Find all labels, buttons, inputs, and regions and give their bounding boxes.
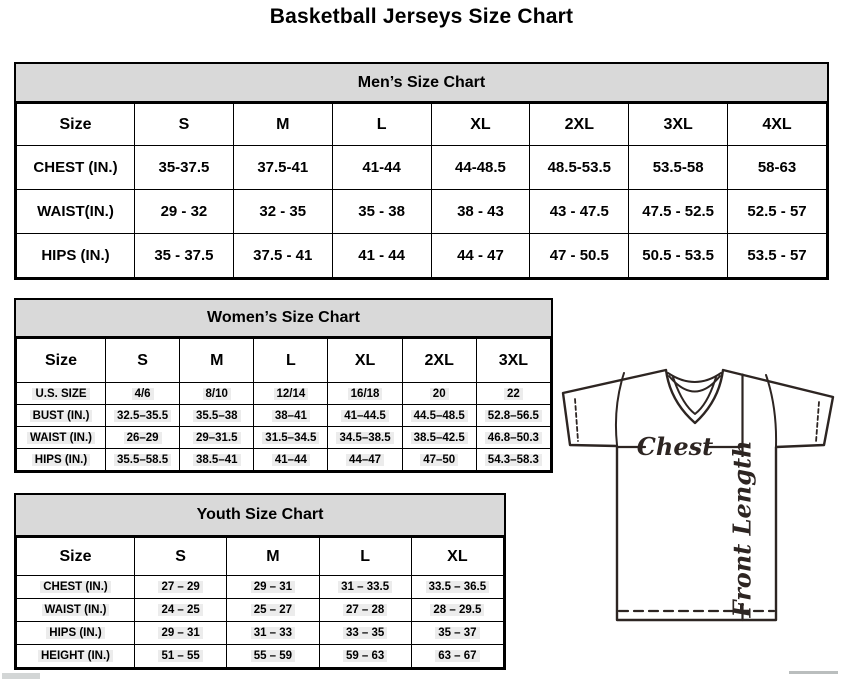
value-text: 37.5 - 41 <box>253 247 313 264</box>
value-cell <box>530 234 629 278</box>
value-text: 29 – 31 <box>158 627 202 639</box>
value-cell <box>328 427 402 449</box>
value-cell <box>254 383 328 405</box>
youth-size-header-cell <box>319 538 411 576</box>
size-header-text: Size <box>59 547 92 565</box>
right-armhole-seam <box>766 375 776 446</box>
value-text: 59 – 63 <box>343 650 387 662</box>
value-text: 38.5–41 <box>193 454 241 466</box>
row-label-cell <box>17 576 135 599</box>
youth-measurement-row <box>17 645 504 668</box>
row-label-text: WAIST(IN.) <box>37 203 114 220</box>
row-label-cell <box>17 622 135 645</box>
value-text: 47.5 - 52.5 <box>642 203 714 220</box>
value-cell <box>728 146 827 190</box>
collar-arc-shallow <box>668 373 721 382</box>
value-cell <box>227 599 319 622</box>
womens-section-title: Women’s Size Chart <box>16 300 551 338</box>
value-text: 44-48.5 <box>455 159 506 176</box>
womens-size-table <box>16 338 551 471</box>
value-cell <box>135 599 227 622</box>
men-measurement-row <box>17 234 827 278</box>
women-size-header-cell <box>17 339 106 383</box>
size-header-text: 3XL <box>663 115 693 133</box>
value-text: 41–44 <box>272 454 310 466</box>
value-cell <box>629 190 728 234</box>
value-text: 47 - 50.5 <box>549 247 609 264</box>
value-text: 41-44 <box>362 159 401 176</box>
value-cell <box>135 234 234 278</box>
size-header-text: XL <box>447 547 468 565</box>
women-size-header-cell <box>476 339 550 383</box>
men-size-header-cell <box>728 104 827 146</box>
row-label-text: U.S. SIZE <box>32 388 89 400</box>
value-cell <box>180 449 254 471</box>
value-cell <box>135 622 227 645</box>
value-text: 12/14 <box>274 388 309 400</box>
value-cell <box>332 190 431 234</box>
row-label-text: CHEST (IN.) <box>40 581 111 593</box>
value-cell <box>180 427 254 449</box>
size-header-text: M <box>266 547 280 565</box>
youth-size-table <box>16 537 504 668</box>
value-text: 41 - 44 <box>358 247 405 264</box>
value-cell <box>328 405 402 427</box>
men-size-header-cell <box>332 104 431 146</box>
value-cell <box>328 449 402 471</box>
value-cell <box>530 146 629 190</box>
value-cell <box>629 234 728 278</box>
value-text: 35 - 38 <box>358 203 405 220</box>
value-cell <box>411 599 503 622</box>
row-label-cell <box>17 383 106 405</box>
value-text: 41–44.5 <box>341 410 389 422</box>
row-label-text: WAIST (IN.) <box>27 432 95 444</box>
value-cell <box>233 234 332 278</box>
row-label-text: HIPS (IN.) <box>46 627 104 639</box>
mens-section-title: Men’s Size Chart <box>16 64 827 103</box>
value-cell <box>402 405 476 427</box>
value-cell <box>411 576 503 599</box>
mens-size-chart-section <box>14 62 829 280</box>
row-label-cell <box>17 645 135 668</box>
value-text: 38 - 43 <box>457 203 504 220</box>
value-text: 24 – 25 <box>158 604 202 616</box>
value-text: 31 – 33.5 <box>338 581 392 593</box>
value-text: 16/18 <box>348 388 383 400</box>
women-size-header-cell <box>254 339 328 383</box>
value-cell <box>319 622 411 645</box>
value-cell <box>254 427 328 449</box>
row-label-cell <box>17 599 135 622</box>
size-header-text: L <box>360 547 371 565</box>
value-text: 33 – 35 <box>343 627 387 639</box>
size-header-text: Size <box>59 115 92 133</box>
value-cell <box>431 146 530 190</box>
value-text: 35 – 37 <box>435 627 479 639</box>
value-cell <box>106 427 180 449</box>
men-size-header-cell <box>135 104 234 146</box>
value-cell <box>629 146 728 190</box>
size-header-text: XL <box>470 115 491 133</box>
value-text: 53.5-58 <box>652 159 704 176</box>
value-text: 50.5 - 53.5 <box>642 247 714 264</box>
value-cell <box>530 190 629 234</box>
value-cell <box>402 383 476 405</box>
size-header-text: M <box>210 351 224 369</box>
value-cell <box>227 645 319 668</box>
value-text: 46.8–50.3 <box>485 432 542 444</box>
value-cell <box>227 576 319 599</box>
value-cell <box>233 190 332 234</box>
row-label-cell <box>17 146 135 190</box>
value-cell <box>319 576 411 599</box>
row-label-text: WAIST (IN.) <box>42 604 110 616</box>
men-size-header-cell <box>629 104 728 146</box>
left-armhole-seam <box>616 373 624 445</box>
value-text: 35.5–58.5 <box>114 454 171 466</box>
value-text: 34.5–38.5 <box>336 432 393 444</box>
value-text: 33.5 – 36.5 <box>426 581 490 593</box>
value-cell <box>332 234 431 278</box>
size-header-text: 4XL <box>762 115 792 133</box>
value-cell <box>254 405 328 427</box>
front-length-label: Front Length <box>727 440 757 618</box>
size-header-text: L <box>286 351 296 369</box>
men-size-header-cell <box>17 104 135 146</box>
value-text: 58-63 <box>757 159 797 176</box>
youth-measurement-row <box>17 622 504 645</box>
value-text: 32 - 35 <box>259 203 307 220</box>
men-size-header-cell <box>233 104 332 146</box>
value-cell <box>135 576 227 599</box>
value-cell <box>476 449 550 471</box>
value-text: 29 – 31 <box>251 581 295 593</box>
size-header-text: 3XL <box>498 351 529 369</box>
value-text: 52.5 - 57 <box>747 203 807 220</box>
value-text: 4/6 <box>132 388 154 400</box>
value-text: 37.5-41 <box>257 159 309 176</box>
youth-size-header-cell <box>135 538 227 576</box>
value-text: 32.5–35.5 <box>114 410 171 422</box>
size-header-text: 2XL <box>564 115 594 133</box>
size-header-text: M <box>276 115 290 133</box>
value-text: 35 - 37.5 <box>154 247 214 264</box>
bottom-left-scan-artifact <box>2 673 40 679</box>
size-header-text: XL <box>354 351 376 369</box>
value-text: 29 - 32 <box>160 203 208 220</box>
men-size-header-cell <box>431 104 530 146</box>
value-cell <box>332 146 431 190</box>
value-text: 44–47 <box>346 454 384 466</box>
row-label-cell <box>17 234 135 278</box>
value-text: 43 - 47.5 <box>549 203 609 220</box>
value-cell <box>233 146 332 190</box>
value-cell <box>180 405 254 427</box>
value-text: 52.8–56.5 <box>485 410 542 422</box>
bottom-right-scan-artifact <box>789 671 838 674</box>
value-cell <box>728 234 827 278</box>
value-text: 47–50 <box>420 454 458 466</box>
value-text: 25 – 27 <box>251 604 295 616</box>
row-label-text: HIPS (IN.) <box>32 454 90 466</box>
value-text: 35-37.5 <box>158 159 210 176</box>
youth-measurement-row <box>17 599 504 622</box>
value-cell <box>135 645 227 668</box>
women-size-header-cell <box>106 339 180 383</box>
size-header-text: L <box>376 115 387 133</box>
size-header-text: S <box>137 351 148 369</box>
women-measurement-row <box>17 405 551 427</box>
value-text: 22 <box>504 388 523 400</box>
value-cell <box>254 449 328 471</box>
mens-size-table <box>16 103 827 278</box>
size-header-text: Size <box>44 351 77 369</box>
youth-size-chart-section <box>14 493 506 670</box>
left-cuff-dashed-line <box>575 399 578 441</box>
men-measurement-row <box>17 146 827 190</box>
value-text: 27 – 28 <box>343 604 387 616</box>
value-text: 44 - 47 <box>457 247 504 264</box>
men-size-header-row <box>17 104 827 146</box>
value-cell <box>476 383 550 405</box>
value-cell <box>402 449 476 471</box>
value-text: 38.5–42.5 <box>411 432 468 444</box>
youth-size-header-cell <box>17 538 135 576</box>
value-text: 31 – 33 <box>251 627 295 639</box>
value-text: 55 – 59 <box>251 650 295 662</box>
value-cell <box>411 645 503 668</box>
row-label-text: HIPS (IN.) <box>41 247 110 264</box>
value-cell <box>476 427 550 449</box>
value-text: 63 – 67 <box>435 650 479 662</box>
women-measurement-row <box>17 449 551 471</box>
value-text: 31.5–34.5 <box>262 432 319 444</box>
value-cell <box>106 449 180 471</box>
value-cell <box>319 599 411 622</box>
value-text: 51 – 55 <box>158 650 202 662</box>
size-header-text: S <box>175 547 186 565</box>
value-text: 54.3–58.3 <box>485 454 542 466</box>
value-text: 29–31.5 <box>193 432 241 444</box>
value-text: 35.5–38 <box>193 410 241 422</box>
value-cell <box>328 383 402 405</box>
value-text: 44.5–48.5 <box>411 410 468 422</box>
value-cell <box>227 622 319 645</box>
value-cell <box>180 383 254 405</box>
men-measurement-row <box>17 190 827 234</box>
women-size-header-cell <box>328 339 402 383</box>
row-label-cell <box>17 405 106 427</box>
row-label-cell <box>17 427 106 449</box>
jersey-measurement-diagram-icon <box>556 349 840 635</box>
value-cell <box>106 383 180 405</box>
value-text: 26–29 <box>124 432 162 444</box>
row-label-cell <box>17 190 135 234</box>
value-cell <box>728 190 827 234</box>
value-cell <box>135 146 234 190</box>
youth-section-title: Youth Size Chart <box>16 495 504 537</box>
value-text: 27 – 29 <box>158 581 202 593</box>
jersey-outline <box>563 370 833 620</box>
women-measurement-row <box>17 383 551 405</box>
value-cell <box>135 190 234 234</box>
value-cell <box>402 427 476 449</box>
youth-size-header-cell <box>227 538 319 576</box>
women-size-header-cell <box>402 339 476 383</box>
value-cell <box>431 190 530 234</box>
value-text: 20 <box>430 388 449 400</box>
chest-label: Chest <box>636 432 714 461</box>
value-cell <box>106 405 180 427</box>
value-text: 8/10 <box>203 388 231 400</box>
men-size-header-cell <box>530 104 629 146</box>
value-text: 28 – 29.5 <box>430 604 484 616</box>
value-cell <box>411 622 503 645</box>
row-label-text: HEIGHT (IN.) <box>38 650 113 662</box>
value-cell <box>319 645 411 668</box>
size-header-text: 2XL <box>424 351 454 369</box>
row-label-text: CHEST (IN.) <box>33 159 118 176</box>
row-label-cell <box>17 449 106 471</box>
value-text: 53.5 - 57 <box>747 247 807 264</box>
row-label-text: BUST (IN.) <box>30 410 93 422</box>
youth-size-header-row <box>17 538 504 576</box>
women-measurement-row <box>17 427 551 449</box>
women-size-header-cell <box>180 339 254 383</box>
women-size-header-row <box>17 339 551 383</box>
value-text: 38–41 <box>272 410 310 422</box>
value-text: 48.5-53.5 <box>547 159 611 176</box>
size-header-text: S <box>178 115 190 133</box>
youth-measurement-row <box>17 576 504 599</box>
value-cell <box>476 405 550 427</box>
womens-size-chart-section <box>14 298 553 473</box>
page-title: Basketball Jerseys Size Chart <box>269 5 574 28</box>
youth-size-header-cell <box>411 538 503 576</box>
value-cell <box>431 234 530 278</box>
right-cuff-dashed-line <box>816 402 819 442</box>
